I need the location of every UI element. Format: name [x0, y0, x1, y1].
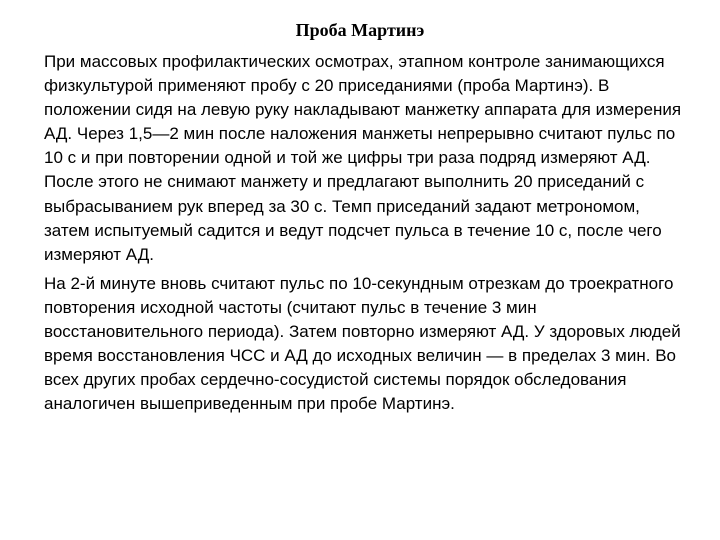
slide-title: Проба Мартинэ: [295, 20, 425, 40]
paragraph-2: На 2-й минуте вновь считают пульс по 10-секундным отрезкам до троекратного повторения исходной частоты (считают пульс в течение 3 мин восстановительного периода). Затем повторно измеряют АД. У здоровых людей время восстановления ЧСС и АД до исходных величин — в пределах 3 мин. Во всех других пробах сердечно-сосудистой системы порядок обследования аналогичен вышеприведенным при пробе Мартинэ.: [44, 273, 681, 414]
slide-body: [44, 50, 684, 416]
paragraph-1: При массовых профилактических осмотрах, этапном контроле занимающихся физкультурой применяют пробу с 20 приседаниями (проба Мартинэ). В положении сидя на левую руку накладывают манжетку аппарата для измерения АД. Через 1,5—2 мин после наложения манжеты непрерывно считают пульс по 10 с и при повторении одной и той же цифры три раза подряд измеряют АД. После этого не снимают манжету и предлагают выполнить 20 приседаний с выбрасыванием рук вперед за 30 с. Темп приседаний задают метрономом, затем испытуемый садится и ведут подсчет пульса в течение 10 с, после чего измеряют АД.: [44, 52, 682, 264]
